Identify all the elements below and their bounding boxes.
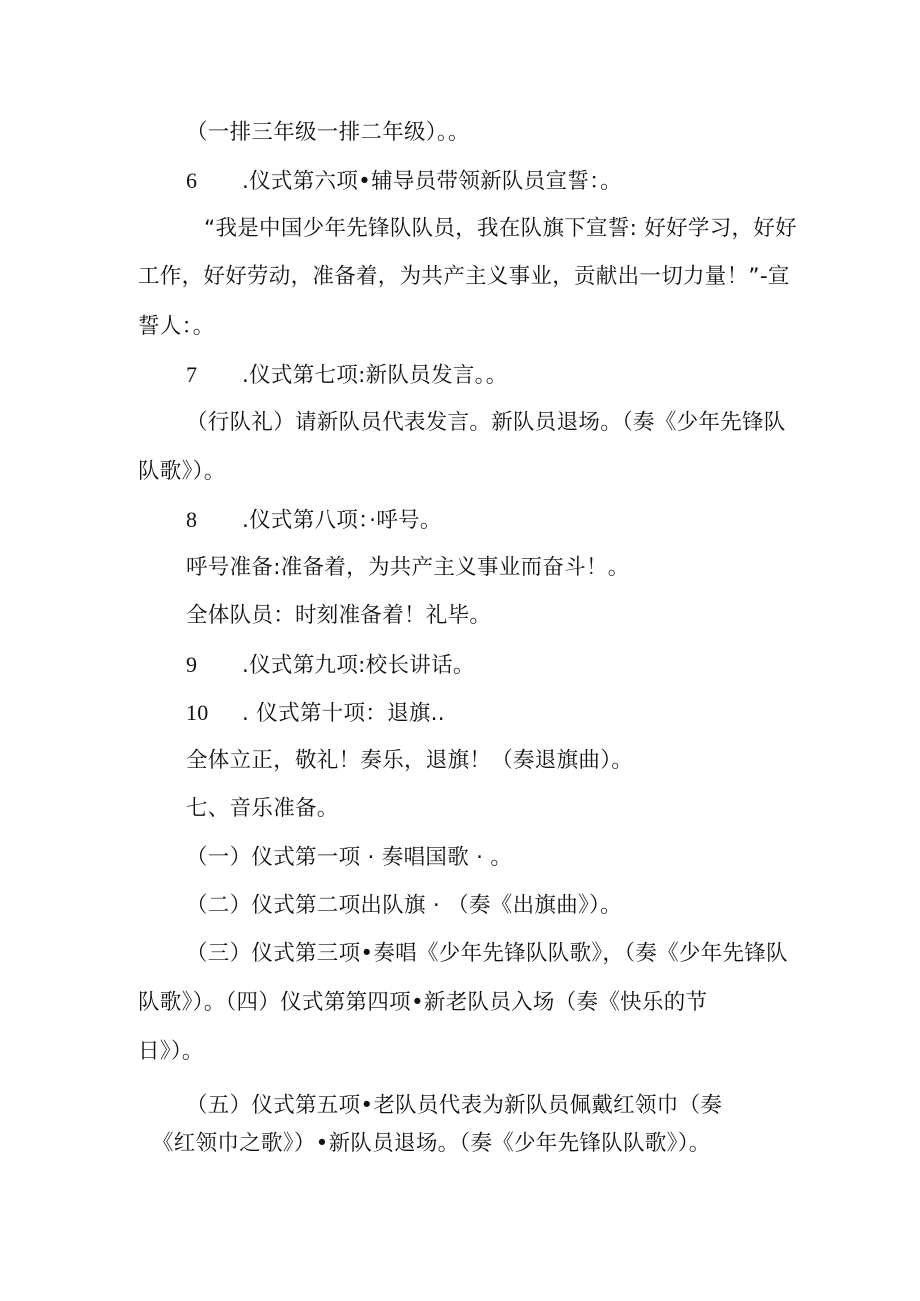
paragraph-line [186,939,788,969]
line-text: 《红领巾之歌》）•新队员退场。（奏《少年先锋队队歌》）。 [152,1131,711,1156]
paragraph-line [186,408,786,438]
numbered-item-8 [186,505,442,536]
oath-line [138,262,790,292]
paragraph-line [138,988,707,1018]
numbered-item-9 [186,650,475,681]
line-text: （一排三年级一排二年级）。。 [186,120,470,145]
oath-line [204,214,797,244]
paragraph-line [186,601,491,631]
item-number: 10 [186,700,209,725]
paragraph-line [138,1037,204,1067]
paragraph-line [186,746,633,776]
line-text: . 仪式第十项：退旗.. [242,701,445,726]
line-text: .仪式第八项：·呼号。 [242,508,442,533]
line-text: 全体立正，敬礼！奏乐，退旗！（奏退旗曲）。 [186,748,634,773]
line-text: （行队礼）请新队员代表发言。新队员退场。（奏《少年先锋队 [186,410,786,435]
paragraph-line [186,1091,722,1121]
line-text: 全体队员：时刻准备着！礼毕。 [186,603,492,628]
numbered-item-7 [186,360,508,391]
paragraph-line [138,457,226,487]
numbered-item-10 [186,698,445,729]
item-number: 6 [186,168,198,193]
paragraph-line [186,118,470,148]
item-number: 8 [186,507,198,532]
line-text: 誓人：。 [138,314,215,339]
line-text: （五）仪式第五项•老队员代表为新队员佩戴红领巾（奏 [186,1093,723,1118]
line-text: 工作，好好劳动，准备着，为共产主义事业，贡献出一切力量！”-宣 [138,264,790,289]
paragraph-line [152,1129,711,1159]
line-text: .仪式第七项:新队员发言。。 [242,363,508,388]
line-text: 队歌》）。 [138,459,226,484]
line-text: 七、音乐准备。 [186,796,339,821]
numbered-item-6 [186,166,622,197]
line-text: .仪式第六项•辅导员带领新队员宣誓：。 [242,169,622,194]
line-text: 日》）。 [138,1039,204,1064]
section-heading [186,794,339,824]
item-number: 7 [186,362,198,387]
paragraph-line [186,891,622,921]
line-text: 队歌》）。（四）仪式第第四项•新老队员入场（奏《快乐的节 [138,990,708,1015]
line-text: “我是中国少年先锋队队员，我在队旗下宣誓: 好好学习，好好 [204,216,797,241]
line-text: （二）仪式第二项出队旗 · （奏《出旗曲》）。 [186,893,622,918]
item-number: 9 [186,652,198,677]
line-text: 呼号准备:准备着，为共产主义事业而奋斗！。 [186,555,630,580]
line-text: .仪式第九项:校长讲话。 [242,653,475,678]
oath-line [138,312,214,342]
line-text: （一）仪式第一项 · 奏唱国歌 · 。 [186,845,513,870]
paragraph-line [186,843,512,873]
line-text: （三）仪式第三项•奏唱《少年先锋队队歌》，（奏《少年先锋队 [186,941,788,966]
paragraph-line [186,553,630,583]
